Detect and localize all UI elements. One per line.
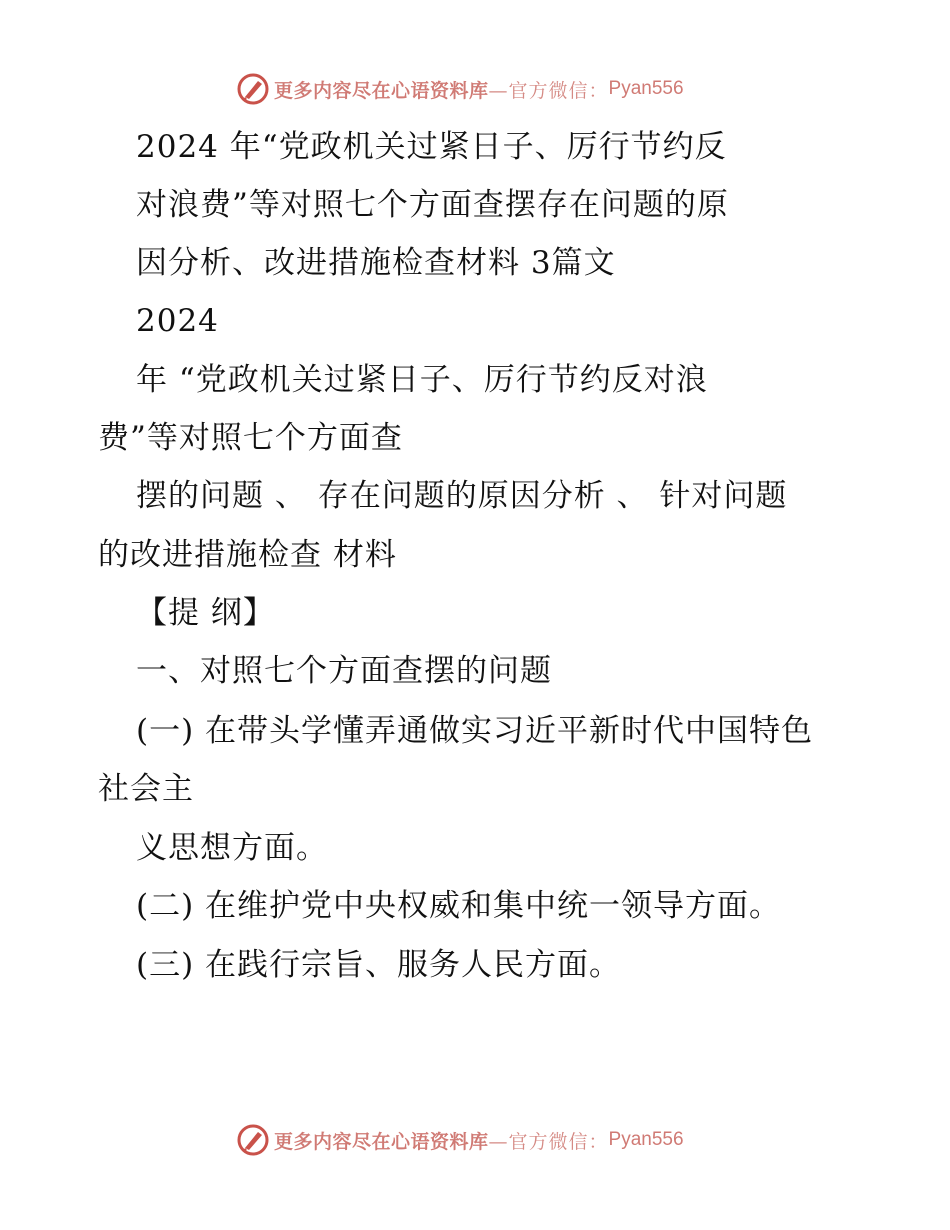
body-line-3: 费”等对照七个方面查 xyxy=(98,420,403,456)
footer-watermark xyxy=(236,1123,684,1157)
list-item-1-line-3: 义思想方面。 xyxy=(136,830,328,866)
watermark-sub-text: —官方微信： xyxy=(488,79,609,102)
watermark-sub-text: —官方微信： xyxy=(488,1130,609,1153)
section-heading-1: 一、对照七个方面查摆的问题 xyxy=(136,653,552,689)
body-line-2: 年 “党政机关过紧日子、厉行节约反对浪 xyxy=(136,362,708,398)
list-item-1-line-1: (一) 在带头学懂弄通做实习近平新时代中国特色 xyxy=(136,713,814,749)
header-watermark xyxy=(236,72,684,106)
list-item-3: (三) 在践行宗旨、服务人民方面。 xyxy=(136,947,622,983)
watermark-wechat-id: Pyan556 xyxy=(608,78,684,99)
watermark-wechat-id: Pyan556 xyxy=(608,1129,684,1150)
outline-heading: 【提 纲】 xyxy=(136,595,275,631)
watermark-main-text: 更多内容尽在心语资料库 xyxy=(274,79,489,102)
pen-logo-icon xyxy=(236,1123,270,1157)
body-line-year: 2024 xyxy=(136,303,219,339)
list-item-2: (二) 在维护党中央权威和集中统一领导方面。 xyxy=(136,888,782,924)
title-line-2: 对浪费”等对照七个方面查摆存在问题的原 xyxy=(136,187,729,223)
body-line-4: 摆的问题 、 存在问题的原因分析 、 针对问题 xyxy=(136,478,788,514)
watermark-main-text: 更多内容尽在心语资料库 xyxy=(274,1130,489,1153)
body-line-5: 的改进措施检查 材料 xyxy=(98,537,397,573)
title-line-1: 2024 年“党政机关过紧日子、厉行节约反 xyxy=(136,129,727,165)
list-item-1-line-2: 社会主 xyxy=(98,771,194,807)
title-line-3: 因分析、改进措施检查材料 3篇文 xyxy=(136,245,616,281)
pen-logo-icon xyxy=(236,72,270,106)
